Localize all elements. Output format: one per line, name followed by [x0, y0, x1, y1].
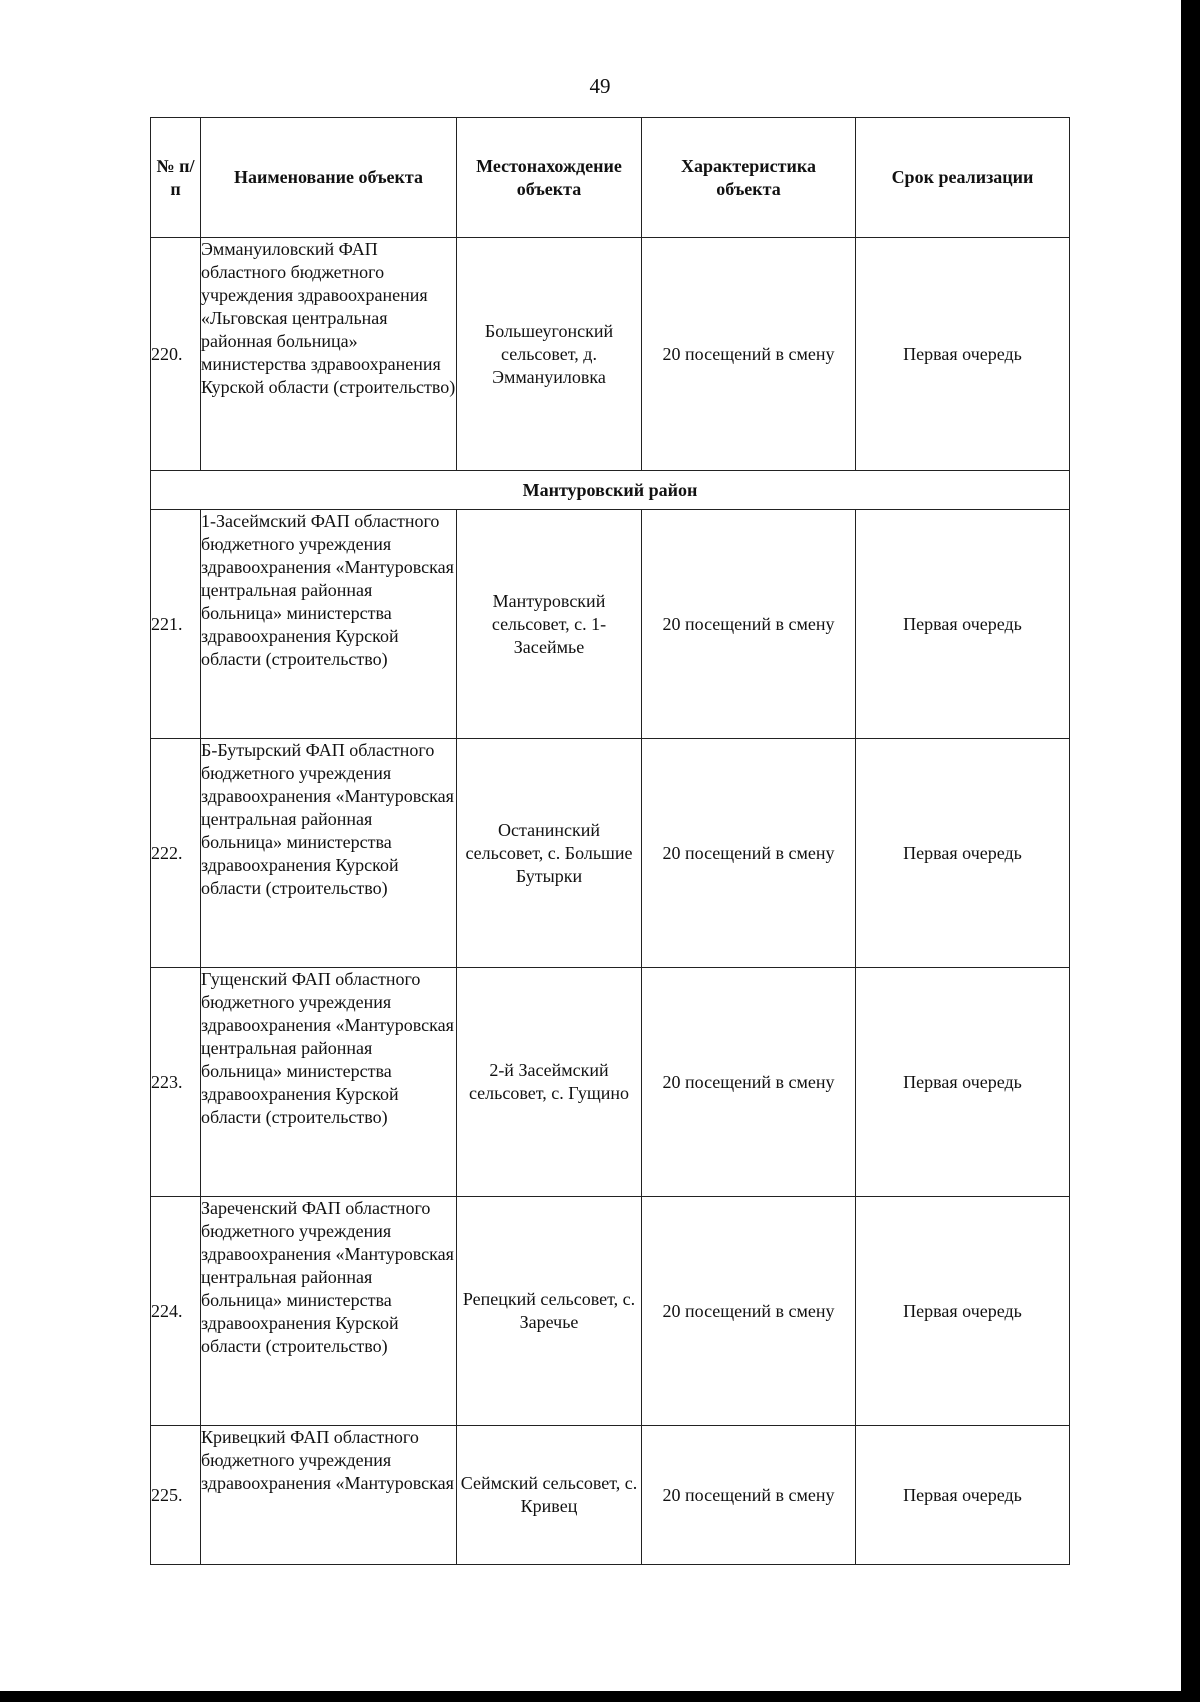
- header-term: [856, 118, 1070, 238]
- header-term-label: Срок реализации: [891, 167, 1034, 187]
- objects-table: [150, 117, 1070, 1565]
- table-row: [151, 238, 1070, 471]
- row-name: Б-Бутырский ФАП областного бюджетного учреждения здравоохранения «Мантуровская центральная районная больница» министерства здравоохранения Курской области (строительство): [201, 739, 457, 968]
- district-row: [151, 471, 1070, 510]
- header-location-label: Местонахождение объекта: [476, 155, 622, 199]
- row-term: Первая очередь: [856, 1426, 1070, 1565]
- row-characteristic: 20 посещений в смену: [642, 739, 856, 968]
- row-characteristic: 20 посещений в смену: [642, 510, 856, 739]
- table-header-row: [151, 118, 1070, 238]
- row-name: Зареченский ФАП областного бюджетного учреждения здравоохранения «Мантуровская центральная районная больница» министерства здравоохранения Курской области (строительство): [201, 1197, 457, 1426]
- row-term: Первая очередь: [856, 510, 1070, 739]
- row-characteristic: 20 посещений в смену: [642, 968, 856, 1197]
- row-num: 222.: [151, 739, 201, 968]
- row-num: 223.: [151, 968, 201, 1197]
- row-location: Сеймский сельсовет, с. Кривец: [457, 1426, 642, 1565]
- row-num: 221.: [151, 510, 201, 739]
- scan-right-edge: [1181, 0, 1200, 1702]
- table-row: [151, 968, 1070, 1197]
- row-term: Первая очередь: [856, 1197, 1070, 1426]
- row-location: Останинский сельсовет, с. Большие Бутырки: [457, 739, 642, 968]
- header-name: [201, 118, 457, 238]
- row-name: 1-Засеймский ФАП областного бюджетного учреждения здравоохранения «Мантуровская центральная районная больница» министерства здравоохранения Курской области (строительство): [201, 510, 457, 739]
- row-name: Гущенский ФАП областного бюджетного учреждения здравоохранения «Мантуровская центральная районная больница» министерства здравоохранения Курской области (строительство): [201, 968, 457, 1197]
- page-number: 49: [589, 74, 611, 98]
- row-name: Эммануиловский ФАП областного бюджетного учреждения здравоохранения «Льговская центральная районная больница» министерства здравоохранения Курской области (строительство): [201, 238, 457, 471]
- table-row: [151, 1426, 1070, 1565]
- table-row: [151, 739, 1070, 968]
- row-location: Большеугонский сельсовет, д. Эммануиловка: [457, 238, 642, 471]
- row-num: 220.: [151, 238, 201, 471]
- row-name: Кривецкий ФАП областного бюджетного учреждения здравоохранения «Мантуровская: [201, 1426, 457, 1565]
- header-num-label: № п/п: [156, 155, 195, 199]
- district-heading: Мантуровский район: [151, 471, 1070, 510]
- row-characteristic: 20 посещений в смену: [642, 1426, 856, 1565]
- row-characteristic: 20 посещений в смену: [642, 1197, 856, 1426]
- header-num: [151, 118, 201, 238]
- row-location: Репецкий сельсовет, с. Заречье: [457, 1197, 642, 1426]
- table-row: [151, 1197, 1070, 1426]
- scan-bottom-edge: [0, 1691, 1200, 1702]
- table-row: [151, 510, 1070, 739]
- row-term: Первая очередь: [856, 238, 1070, 471]
- header-characteristic-label: Характеристика объекта: [681, 155, 816, 199]
- row-num: 225.: [151, 1426, 201, 1565]
- header-name-label: Наименование объекта: [234, 167, 423, 187]
- row-term: Первая очередь: [856, 968, 1070, 1197]
- header-characteristic: [642, 118, 856, 238]
- row-characteristic: 20 посещений в смену: [642, 238, 856, 471]
- row-location: 2-й Засеймский сельсовет, с. Гущино: [457, 968, 642, 1197]
- row-term: Первая очередь: [856, 739, 1070, 968]
- row-location: Мантуровский сельсовет, с. 1-Засеймье: [457, 510, 642, 739]
- header-location: [457, 118, 642, 238]
- row-num: 224.: [151, 1197, 201, 1426]
